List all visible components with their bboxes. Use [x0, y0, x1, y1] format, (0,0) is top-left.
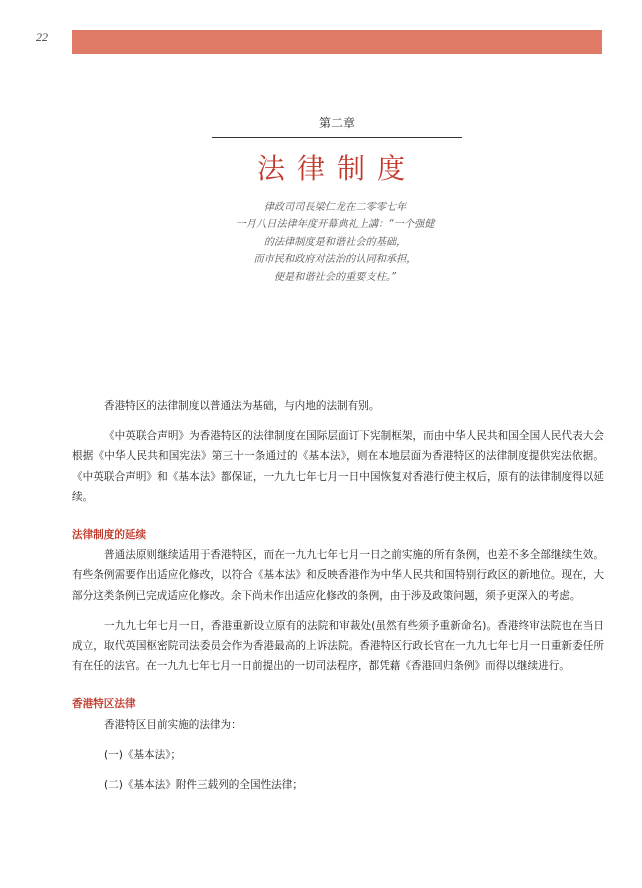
list-item: (二)《基本法》附件三载列的全国性法律； [104, 779, 303, 792]
quote-line: 而市民和政府对法治的认同和承担， [253, 254, 417, 266]
section-heading: 法律制度的延续 [72, 529, 147, 542]
quote-line: 一月八日法律年度开幕典礼上講：“一个强健 [235, 219, 435, 231]
paragraph: 香港特区目前实施的法律为： [104, 718, 242, 731]
list-item: (一)《基本法》； [104, 748, 182, 761]
paragraph: 一九九七年七月一日，香港重新设立原有的法院和审裁处(虽然有些须予重新命名)。香港终审法院也在当日成立，取代英国枢密院司法委员会作为香港最高的上诉法院。香港特区行政长官在一九九七年七月一日重新委任所有在任的法官。在一九九七年七月一日前提出的一切司法程序，都凭藉《香港回归条例》而得以继续进行。 [72, 619, 604, 673]
quote-line: 便是和谐社会的重要支柱。” [273, 271, 397, 283]
paragraph: 普通法原则继续适用于香港特区，而在一九九七年七月一日之前实施的所有条例，也差不多全部继续生效。有些条例需要作出适应化修改，以符合《基本法》和反映香港作为中华人民共和国特别行政区的新地位。现在，大部分这类条例已完成适应化修改。余下尚未作出适应化修改的条例，由于涉及政策问题，须予更深入的考虑。 [72, 549, 604, 602]
quote-line: 律政司司長梁仁龙在二零零七年 [263, 202, 407, 213]
quote-line: 的法律制度是和谐社会的基础， [263, 236, 407, 248]
section-heading: 香港特区法律 [72, 698, 136, 711]
chapter-label: 第二章 [318, 116, 355, 130]
chapter-quote [190, 199, 480, 286]
page-number: 22 [36, 30, 48, 44]
paragraph: 《中英联合声明》为香港特区的法律制度在国际层面订下宪制框架，而由中华人民共和国全国人民代表大会根据《中华人民共和国宪法》第三十一条通过的《基本法》，则在本地层面为香港特区的法律制度提供宪法依据。《中英联合声明》和《基本法》都保证，一九九七年七月一日中国恢复对香港行使主权后，原有的法律制度得以延续。 [72, 430, 604, 503]
chapter-title: 法律制度 [256, 152, 417, 185]
paragraph: 香港特区的法律制度以普通法为基础，与内地的法制有别。 [104, 400, 380, 412]
chapter-rule [212, 137, 462, 138]
body-text [72, 396, 604, 795]
header-bar [72, 30, 602, 54]
